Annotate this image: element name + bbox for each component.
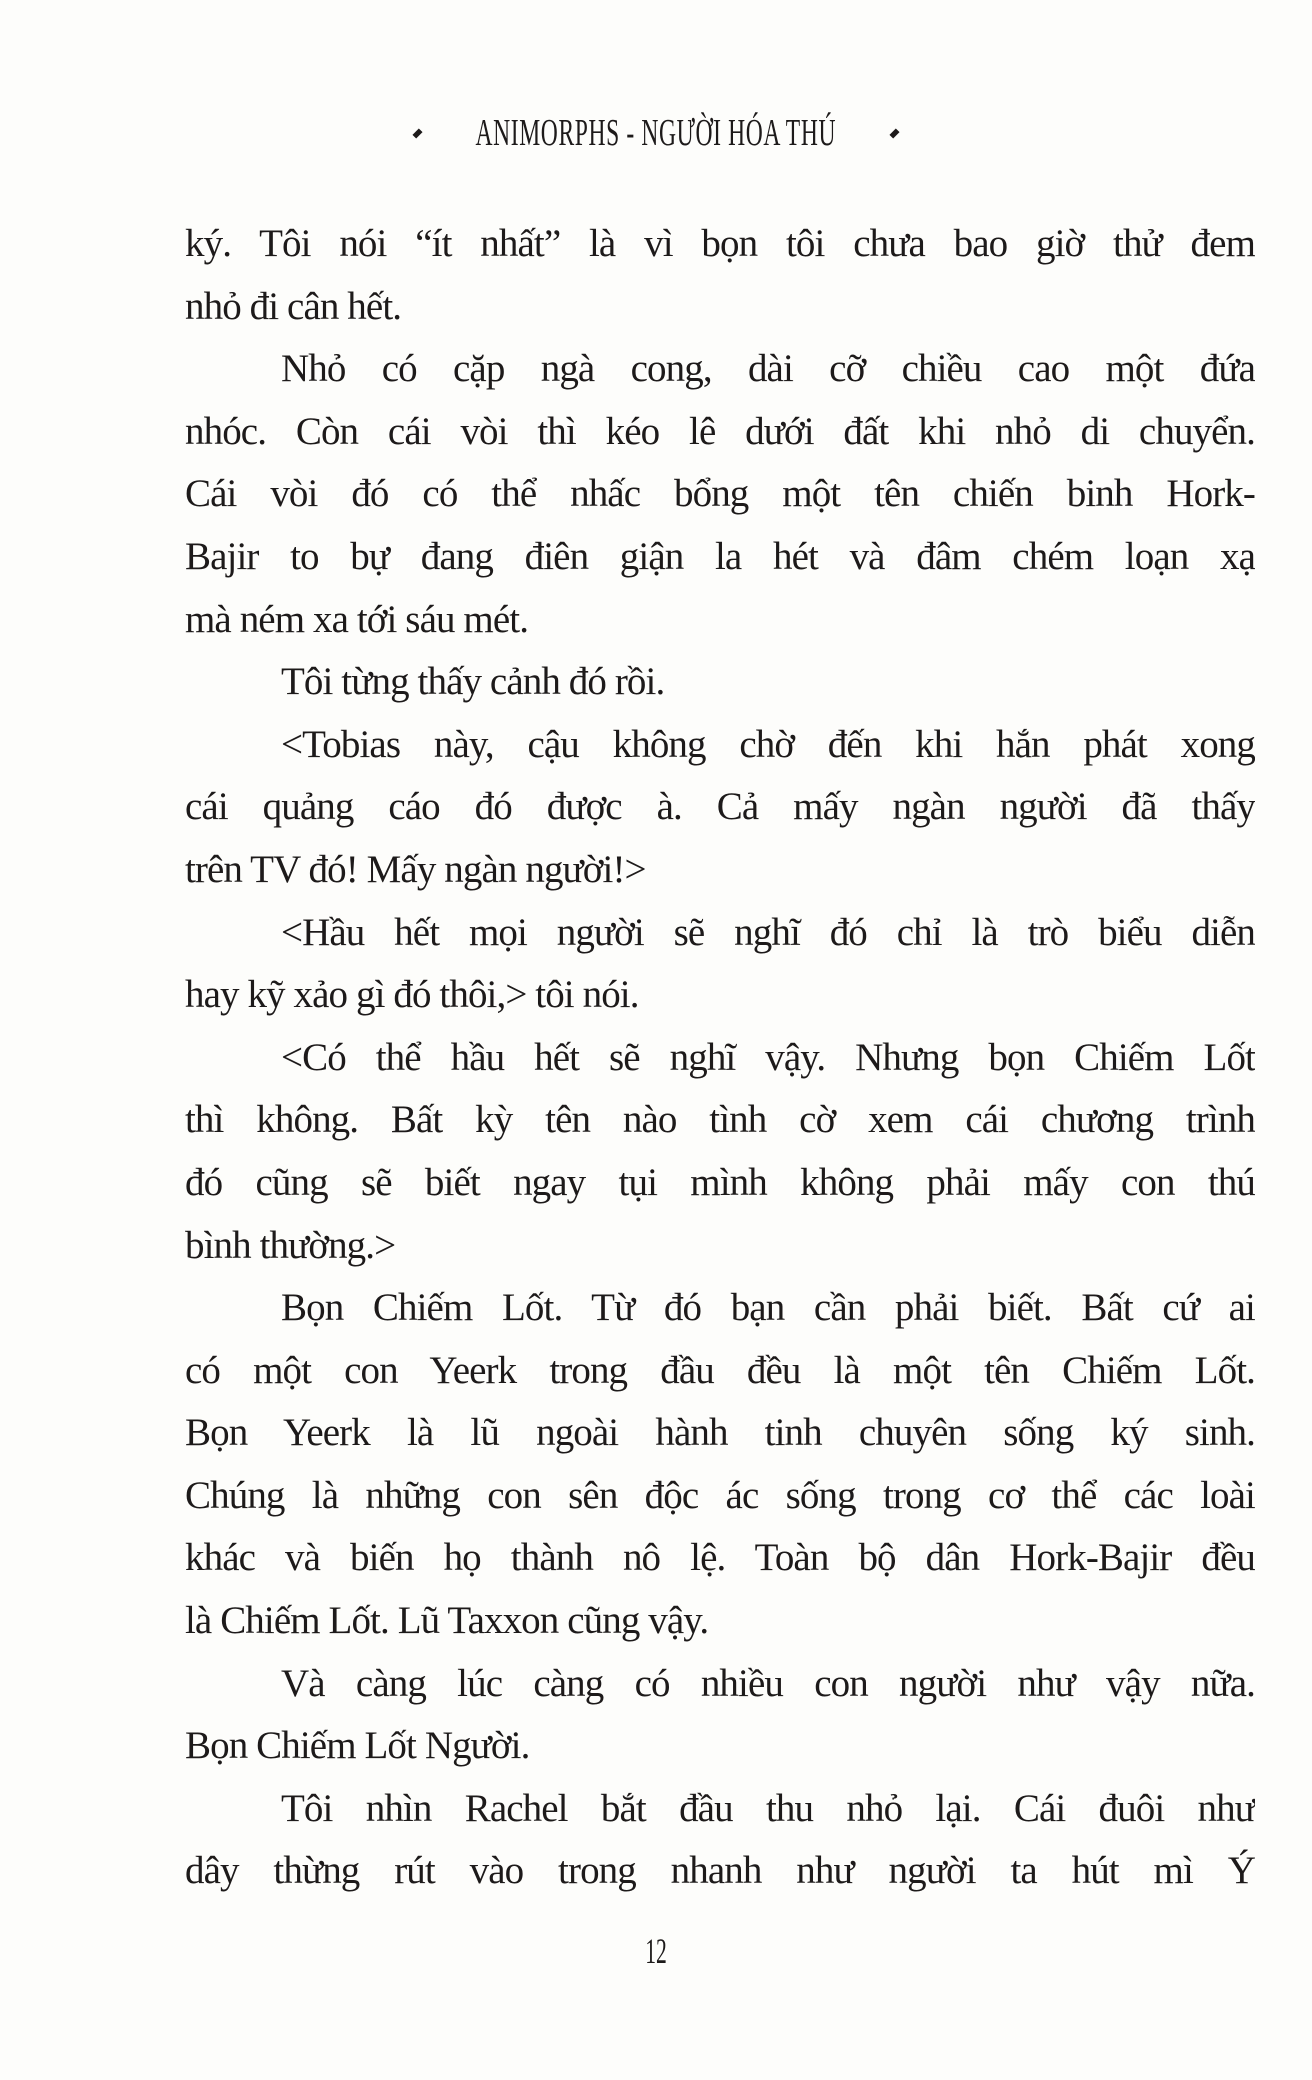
text-line: <Có thể hầu hết sẽ nghĩ vậy. Nhưng bọn Chiếm Lốt [281, 1035, 1255, 1079]
text-line: nhỏ đi cân hết. [185, 284, 402, 328]
text-line: <Tobias này, cậu không chờ đến khi hắn phát xong [281, 722, 1255, 766]
text-line: Bọn Chiếm Lốt. Từ đó bạn cần phải biết. Bất cứ ai [281, 1286, 1255, 1330]
text-line: nhóc. Còn cái vòi thì kéo lê dưới đất khi nhỏ di chuyển. [185, 409, 1255, 453]
text-line: mà ném xa tới sáu mét. [185, 597, 529, 641]
text-line: bình thường.> [185, 1223, 396, 1267]
text-line: Bọn Yeerk là lũ ngoài hành tinh chuyên sống ký sinh. [185, 1411, 1255, 1455]
text-line: dây thừng rút vào trong nhanh như người ta hút mì Ý [185, 1849, 1255, 1893]
text-line: Bajir to bự đang điên giận la hét và đâm chém loạn xạ [185, 534, 1255, 578]
text-line: hay kỹ xảo gì đó thôi,> tôi nói. [185, 973, 639, 1017]
text-line: ký. Tôi nói “ít nhất” là vì bọn tôi chưa bao giờ thử đem [185, 222, 1255, 265]
text-line: Tôi từng thấy cảnh đó rồi. [281, 660, 665, 704]
body-text [185, 213, 1255, 1903]
text-line: Chúng là những con sên độc ác sống trong cơ thể các loài [185, 1473, 1255, 1517]
text-line: Nhỏ có cặp ngà cong, dài cỡ chiều cao một đứa [281, 347, 1255, 391]
text-line: đó cũng sẽ biết ngay tụi mình không phải mấy con thú [185, 1160, 1255, 1204]
diamond-icon [889, 128, 899, 138]
text-line: Bọn Chiếm Lốt Người. [185, 1724, 530, 1768]
text-line: thì không. Bất kỳ tên nào tình cờ xem cái chương trình [185, 1098, 1255, 1142]
text-line: trên TV đó! Mấy ngàn người!> [185, 847, 646, 891]
text-line: khác và biến họ thành nô lệ. Toàn bộ dân Hork-Bajir đều [185, 1536, 1255, 1580]
page-number-text: 12 [645, 1931, 667, 1971]
text-line: <Hầu hết mọi người sẽ nghĩ đó chỉ là trò biểu diễn [281, 910, 1255, 954]
text-line: có một con Yeerk trong đầu đều là một tên Chiếm Lốt. [185, 1348, 1255, 1392]
diamond-icon [413, 128, 423, 138]
page-number [0, 1930, 1312, 1972]
text-line: Tôi nhìn Rachel bắt đầu thu nhỏ lại. Cái đuôi như [281, 1786, 1255, 1830]
text-line: Cái vòi đó có thể nhấc bổng một tên chiến binh Hork- [185, 472, 1255, 516]
text-line: cái quảng cáo đó được à. Cả mấy ngàn người đã thấy [185, 785, 1255, 829]
text-line: Và càng lúc càng có nhiều con người như vậy nữa. [281, 1661, 1255, 1705]
running-header-title: ANIMORPHS - NGƯỜI HÓA THÚ [475, 112, 837, 154]
running-header [0, 108, 1312, 158]
text-line: là Chiếm Lốt. Lũ Taxxon cũng vậy. [185, 1599, 709, 1643]
